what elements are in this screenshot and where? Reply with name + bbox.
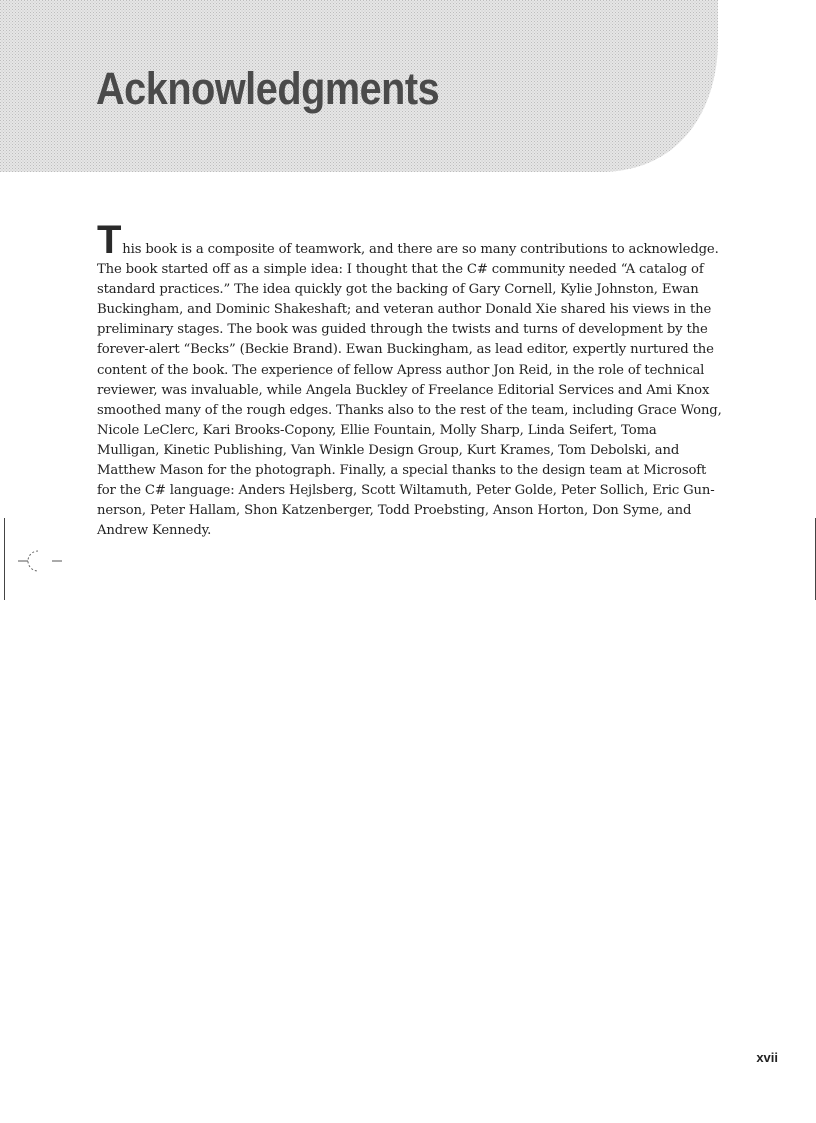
page-number: xvii — [756, 1050, 778, 1065]
drop-cap: T — [97, 218, 122, 262]
registration-mark-icon — [18, 548, 64, 574]
crop-mark-left — [4, 518, 5, 600]
paragraph-text: his book is a composite of teamwork, and there are so many contributions to acknowledge. The book started off as a simple idea: I thought that the C# community needed “A catalog of standard practices.” The idea quickly got the backing of Gary Cornell, Kylie Johnston, Ewan Buckingham, and Dominic Shakeshaft; and veteran author Donald Xie shared his views in the preliminary stages. The book was guided through the twists and turns of development by the forever-alert “Becks” (Beckie Brand). Ewan Buckingham, as lead editor, expertly nurtured the content of the book. The experience of fellow Apress author Jon Reid, in the role of technical reviewer, was invaluable, while Angela Buckley of Freelance Editorial Services and Ami Knox smoothed many of the rough edges. Thanks also to the rest of the team, including Grace Wong, Nicole LeClerc, Kari Brooks-Copony, Ellie Fountain, Molly Sharp, Linda Seifert, Toma Mulligan, Kinetic Publishing, Van Winkle Design Group, Kurt Krames, Tom Debolski, and Matthew Mason for the photograph. Finally, a special thanks to the design team at Microsoft for the C# language: Anders Hejlsberg, Scott Wiltamuth, Peter Golde, Peter Sollich, Eric Gun-nerson, Peter Hallam, Shon Katzenberger, Todd Proebsting, Anson Horton, Don Syme, and Andrew Kennedy. — [97, 242, 722, 539]
acknowledgments-paragraph — [97, 218, 722, 541]
page-title: Acknowledgments — [96, 63, 440, 114]
